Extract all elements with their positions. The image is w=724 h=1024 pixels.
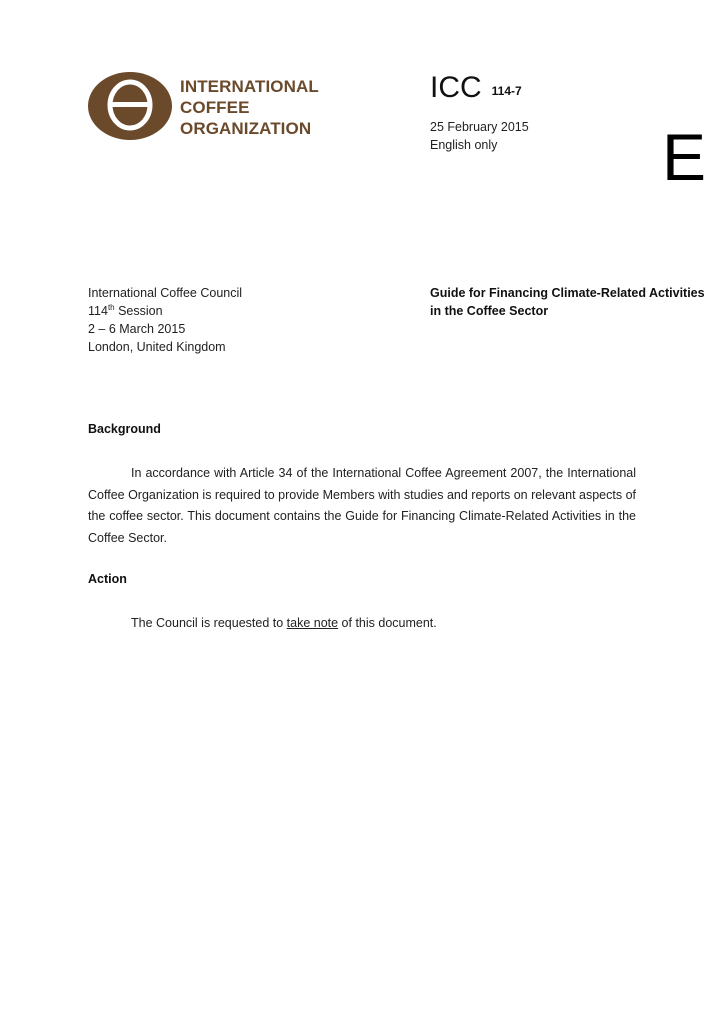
background-heading: Background <box>88 422 161 436</box>
title-line-2: in the Coffee Sector <box>430 304 549 318</box>
action-text-underlined: take note <box>286 616 339 630</box>
meeting-location: London, United Kingdom <box>88 340 226 354</box>
session-line <box>88 302 242 320</box>
session-suffix: th <box>107 303 115 312</box>
ico-logo-icon <box>88 72 172 145</box>
language-letter: E <box>662 120 707 194</box>
action-paragraph <box>88 614 437 632</box>
action-text-after: of this document. <box>338 616 437 630</box>
org-name-line-1: INTERNATIONAL <box>180 77 319 96</box>
action-heading: Action <box>88 572 127 586</box>
organization-name <box>180 76 319 139</box>
doc-prefix: ICC <box>430 71 482 104</box>
council-name: International Coffee Council <box>88 286 243 300</box>
language-note: English only <box>430 138 498 152</box>
action-text-before: The Council is requested to <box>131 616 287 630</box>
document-date: 25 February 2015 <box>430 120 529 134</box>
org-name-line-2: COFFEE <box>180 98 250 117</box>
meeting-info <box>88 284 242 356</box>
title-line-1: Guide for Financing Climate-Related Activities <box>430 286 705 300</box>
background-text: In accordance with Article 34 of the International Coffee Agreement 2007, the International Coffee Organization is required to provide Members with studies and reports on relevant aspects of the coffee sector. This document contains the Guide for Financing Climate-Related Activities in the Coffee Sector. <box>88 466 636 545</box>
document-title <box>430 284 705 320</box>
session-number: 114 <box>88 304 108 318</box>
background-paragraph <box>88 463 636 549</box>
meeting-dates: 2 – 6 March 2015 <box>88 322 186 336</box>
org-name-line-3: ORGANIZATION <box>180 119 312 138</box>
doc-number: 114-7 <box>491 84 522 98</box>
document-code <box>430 71 522 105</box>
session-word: Session <box>118 304 163 318</box>
document-date-block <box>430 118 529 154</box>
